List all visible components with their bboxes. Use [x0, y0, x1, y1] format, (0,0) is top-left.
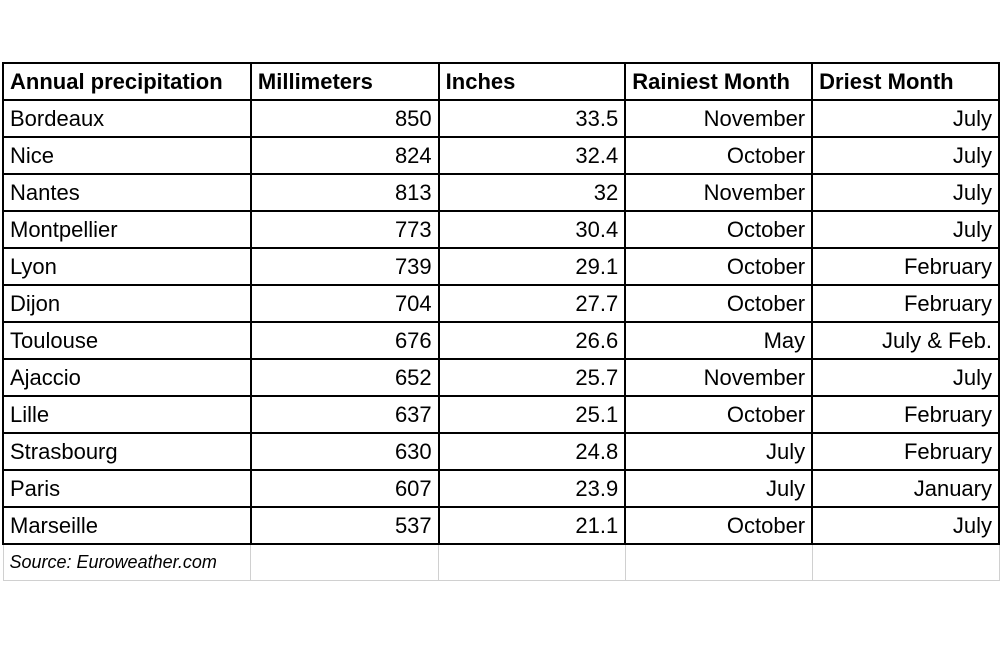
rainiest-month-cell[interactable]: May — [625, 322, 812, 359]
millimeters-cell[interactable]: 607 — [251, 470, 439, 507]
driest-month-cell[interactable]: July — [812, 359, 999, 396]
city-cell[interactable]: Dijon — [3, 285, 251, 322]
inches-cell[interactable]: 32 — [439, 174, 626, 211]
inches-cell[interactable]: 27.7 — [439, 285, 626, 322]
table-body — [3, 100, 999, 581]
city-cell[interactable]: Strasbourg — [3, 433, 251, 470]
millimeters-cell[interactable]: 676 — [251, 322, 439, 359]
city-cell[interactable]: Lyon — [3, 248, 251, 285]
millimeters-cell[interactable]: 773 — [251, 211, 439, 248]
inches-cell[interactable]: 29.1 — [439, 248, 626, 285]
driest-month-cell[interactable]: July — [812, 174, 999, 211]
table-row — [3, 507, 999, 544]
city-cell[interactable]: Paris — [3, 470, 251, 507]
source-note[interactable]: Source: Euroweather.com — [3, 544, 251, 581]
table-row — [3, 322, 999, 359]
empty-cell[interactable] — [625, 544, 812, 581]
empty-cell[interactable] — [812, 544, 999, 581]
city-cell[interactable]: Montpellier — [3, 211, 251, 248]
table-row — [3, 174, 999, 211]
inches-cell[interactable]: 24.8 — [439, 433, 626, 470]
precipitation-sheet — [2, 62, 1000, 581]
driest-month-cell[interactable]: July — [812, 507, 999, 544]
rainiest-month-cell[interactable]: October — [625, 507, 812, 544]
rainiest-month-cell[interactable]: October — [625, 137, 812, 174]
table-row — [3, 100, 999, 137]
driest-month-cell[interactable]: July — [812, 100, 999, 137]
rainiest-month-cell[interactable]: October — [625, 396, 812, 433]
inches-cell[interactable]: 26.6 — [439, 322, 626, 359]
driest-month-cell[interactable]: February — [812, 285, 999, 322]
millimeters-cell[interactable]: 652 — [251, 359, 439, 396]
city-cell[interactable]: Marseille — [3, 507, 251, 544]
empty-cell[interactable] — [251, 544, 439, 581]
inches-cell[interactable]: 21.1 — [439, 507, 626, 544]
rainiest-month-cell[interactable]: October — [625, 248, 812, 285]
city-cell[interactable]: Nice — [3, 137, 251, 174]
inches-cell[interactable]: 30.4 — [439, 211, 626, 248]
table-row — [3, 137, 999, 174]
header-cell[interactable]: Inches — [439, 63, 626, 100]
rainiest-month-cell[interactable]: October — [625, 285, 812, 322]
rainiest-month-cell[interactable]: July — [625, 470, 812, 507]
millimeters-cell[interactable]: 813 — [251, 174, 439, 211]
city-cell[interactable]: Lille — [3, 396, 251, 433]
table-row — [3, 470, 999, 507]
millimeters-cell[interactable]: 637 — [251, 396, 439, 433]
millimeters-cell[interactable]: 850 — [251, 100, 439, 137]
driest-month-cell[interactable]: February — [812, 433, 999, 470]
rainiest-month-cell[interactable]: November — [625, 100, 812, 137]
precipitation-table — [2, 62, 1000, 581]
table-row — [3, 396, 999, 433]
table-row — [3, 285, 999, 322]
driest-month-cell[interactable]: July & Feb. — [812, 322, 999, 359]
driest-month-cell[interactable]: February — [812, 396, 999, 433]
empty-cell[interactable] — [439, 544, 626, 581]
rainiest-month-cell[interactable]: October — [625, 211, 812, 248]
table-row — [3, 248, 999, 285]
millimeters-cell[interactable]: 704 — [251, 285, 439, 322]
inches-cell[interactable]: 32.4 — [439, 137, 626, 174]
header-row — [3, 63, 999, 100]
city-cell[interactable]: Toulouse — [3, 322, 251, 359]
millimeters-cell[interactable]: 824 — [251, 137, 439, 174]
driest-month-cell[interactable]: January — [812, 470, 999, 507]
city-cell[interactable]: Ajaccio — [3, 359, 251, 396]
inches-cell[interactable]: 25.1 — [439, 396, 626, 433]
inches-cell[interactable]: 23.9 — [439, 470, 626, 507]
table-row — [3, 211, 999, 248]
header-cell[interactable]: Driest Month — [812, 63, 999, 100]
city-cell[interactable]: Nantes — [3, 174, 251, 211]
millimeters-cell[interactable]: 630 — [251, 433, 439, 470]
inches-cell[interactable]: 33.5 — [439, 100, 626, 137]
millimeters-cell[interactable]: 537 — [251, 507, 439, 544]
rainiest-month-cell[interactable]: July — [625, 433, 812, 470]
millimeters-cell[interactable]: 739 — [251, 248, 439, 285]
driest-month-cell[interactable]: February — [812, 248, 999, 285]
rainiest-month-cell[interactable]: November — [625, 174, 812, 211]
city-cell[interactable]: Bordeaux — [3, 100, 251, 137]
header-cell[interactable]: Annual precipitation — [3, 63, 251, 100]
rainiest-month-cell[interactable]: November — [625, 359, 812, 396]
source-row — [3, 544, 999, 581]
driest-month-cell[interactable]: July — [812, 211, 999, 248]
header-cell[interactable]: Millimeters — [251, 63, 439, 100]
table-row — [3, 433, 999, 470]
inches-cell[interactable]: 25.7 — [439, 359, 626, 396]
header-cell[interactable]: Rainiest Month — [625, 63, 812, 100]
driest-month-cell[interactable]: July — [812, 137, 999, 174]
table-row — [3, 359, 999, 396]
